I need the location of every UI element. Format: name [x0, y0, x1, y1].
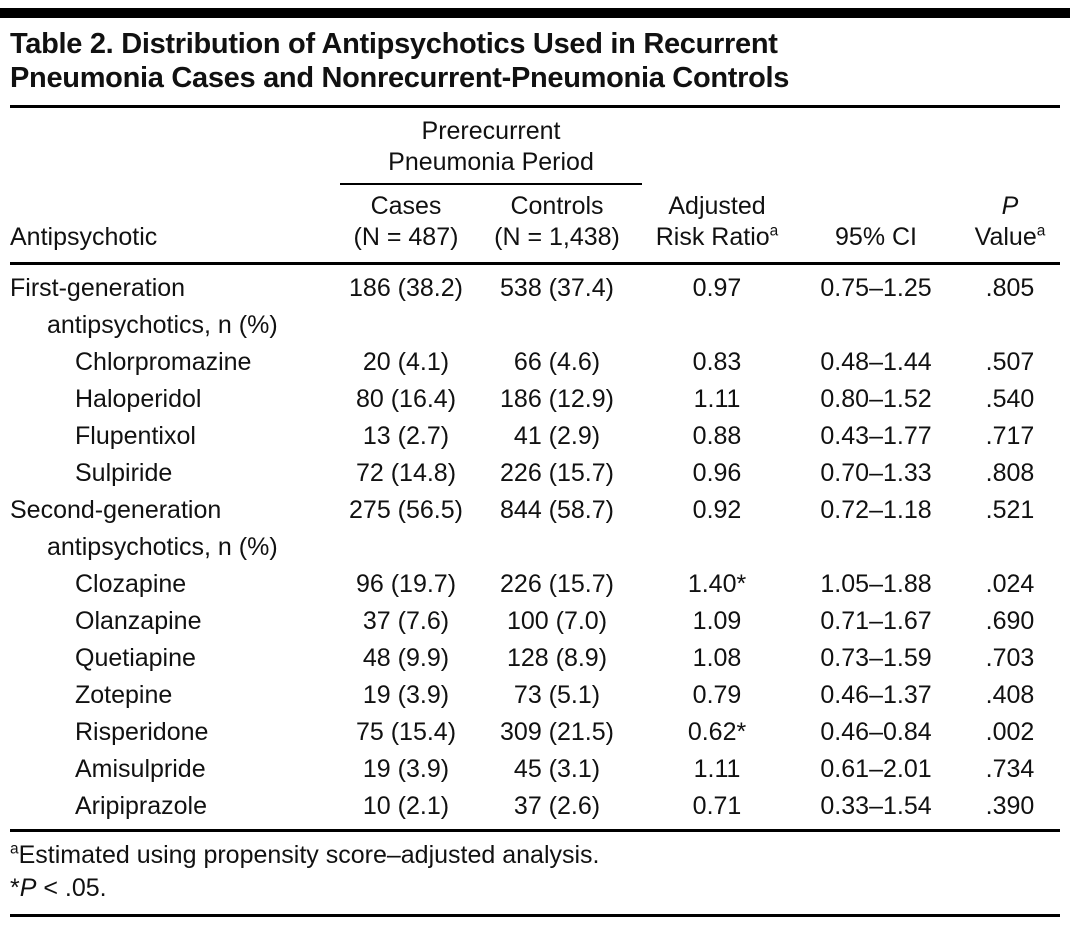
ci-cell: 0.75–1.25 [820, 274, 932, 302]
risk-ratio-cell: 1.11 [693, 755, 741, 783]
p-header-line2: Value [974, 223, 1037, 251]
row-label: Chlorpromazine [75, 348, 252, 376]
footnote-significance [10, 872, 1060, 905]
footnote-star-marker: * [10, 874, 20, 902]
top-rule [0, 8, 1070, 18]
cases-cell: 48 (9.9) [362, 644, 450, 672]
p-header-superscript: a [1036, 222, 1046, 240]
controls-cell: 45 (3.1) [513, 755, 601, 783]
arr-header-superscript: a [769, 222, 779, 240]
risk-ratio-cell: 1.11 [693, 385, 741, 413]
table-title-line2: Pneumonia Cases and Nonrecurrent-Pneumonia Controls [10, 62, 790, 94]
spanner-empty-left [10, 108, 340, 184]
table-row-aripiprazole [10, 788, 1060, 831]
controls-cell: 226 (15.7) [500, 570, 614, 598]
table-row-zotepine [10, 677, 1060, 714]
ci-cell: 0.71–1.67 [820, 607, 932, 635]
ci-cell: 0.73–1.59 [820, 644, 932, 672]
cases-header-line2: (N = 487) [353, 223, 459, 251]
col-header-controls [472, 184, 642, 264]
p-value-cell: .390 [960, 788, 1060, 831]
footnotes [10, 832, 1060, 917]
table-row-olanzapine [10, 603, 1060, 640]
ci-cell: 0.61–2.01 [820, 755, 932, 783]
p-value-cell: .002 [985, 718, 1035, 746]
table-title [10, 18, 1060, 108]
controls-cell: 128 (8.9) [506, 644, 608, 672]
risk-ratio-cell: 0.96 [692, 459, 742, 487]
risk-ratio-cell: 0.88 [692, 422, 742, 450]
table-row-clozapine [10, 566, 1060, 603]
cases-cell: 72 (14.8) [355, 459, 457, 487]
spanner-line2: Pneumonia Period [388, 148, 594, 176]
controls-cell: 186 (12.9) [500, 385, 614, 413]
column-header-row [10, 184, 1060, 264]
row-label: Zotepine [75, 681, 173, 709]
footnote-propensity [10, 839, 1060, 872]
p-value-cell: .734 [985, 755, 1035, 783]
row-label: First-generation antipsychotics, n (%) [10, 274, 278, 339]
cases-cell: 19 (3.9) [362, 681, 450, 709]
risk-ratio-cell: 0.79 [692, 681, 742, 709]
footnote-star-text: < .05. [36, 874, 107, 902]
col-header-p-value [960, 184, 1060, 264]
p-value-cell: .540 [985, 385, 1035, 413]
ci-cell: 0.70–1.33 [820, 459, 932, 487]
cases-cell: 186 (38.2) [349, 274, 463, 302]
cases-cell: 96 (19.7) [355, 570, 457, 598]
table-row-chlorpromazine [10, 344, 1060, 381]
row-label: Quetiapine [75, 644, 196, 672]
ci-cell: 1.05–1.88 [820, 570, 932, 598]
risk-ratio-cell: 1.09 [692, 607, 742, 635]
row-label: Second-generation antipsychotics, n (%) [10, 496, 278, 561]
row-label: Aripiprazole [10, 788, 340, 831]
row-label: Risperidone [75, 718, 209, 746]
cases-cell: 19 (3.9) [362, 755, 450, 783]
footnote-star-p: P [19, 874, 37, 902]
p-value-cell: .408 [985, 681, 1035, 709]
table-row-risperidone [10, 714, 1060, 751]
col-header-adjusted-risk-ratio [642, 184, 792, 264]
footnote-a-text: Estimated using propensity score–adjusted analysis. [18, 841, 600, 869]
controls-cell: 37 (2.6) [472, 788, 642, 831]
cases-cell: 80 (16.4) [355, 385, 457, 413]
spanner-row [10, 108, 1060, 184]
spanner-empty-right [642, 108, 1060, 184]
antipsychotics-table [10, 108, 1060, 832]
table-row-first-generation [10, 264, 1060, 345]
ci-cell: 0.33–1.54 [792, 788, 960, 831]
table-row-quetiapine [10, 640, 1060, 677]
risk-ratio-cell: 0.92 [692, 496, 742, 524]
ci-cell: 0.46–0.84 [820, 718, 932, 746]
controls-cell: 844 (58.7) [500, 496, 614, 524]
journal-table-figure [0, 8, 1070, 917]
row-label: Clozapine [75, 570, 187, 598]
risk-ratio-cell: 0.62* [687, 718, 747, 746]
controls-header-line2: (N = 1,438) [494, 223, 620, 251]
col-header-antipsychotic: Antipsychotic [10, 184, 340, 264]
p-header-line1: P [1001, 192, 1019, 220]
p-value-cell: .690 [985, 607, 1035, 635]
cases-header-line1: Cases [370, 192, 442, 220]
cases-cell: 75 (15.4) [355, 718, 457, 746]
p-value-cell: .521 [985, 496, 1035, 524]
p-value-cell: .703 [985, 644, 1035, 672]
p-value-cell: .024 [985, 570, 1035, 598]
cases-cell: 275 (56.5) [349, 496, 463, 524]
row-label: Haloperidol [75, 385, 202, 413]
cases-cell: 10 (2.1) [340, 788, 472, 831]
footnote-a-marker: a [10, 840, 19, 858]
cases-cell: 20 (4.1) [362, 348, 450, 376]
table-row-second-generation [10, 492, 1060, 566]
col-header-95-ci: 95% CI [792, 184, 960, 264]
cases-cell: 13 (2.7) [362, 422, 450, 450]
risk-ratio-cell: 0.71 [642, 788, 792, 831]
controls-cell: 538 (37.4) [500, 274, 614, 302]
row-label: Amisulpride [75, 755, 206, 783]
table-row-haloperidol [10, 381, 1060, 418]
ci-cell: 0.46–1.37 [820, 681, 932, 709]
arr-header-line2: Risk Ratio [655, 223, 770, 251]
risk-ratio-cell: 1.40* [687, 570, 747, 598]
risk-ratio-cell: 0.83 [692, 348, 742, 376]
table-title-line1: Table 2. Distribution of Antipsychotics Used in Recurrent [10, 28, 778, 60]
ci-cell: 0.48–1.44 [820, 348, 932, 376]
table-content [0, 18, 1070, 917]
row-label: Flupentixol [75, 422, 196, 450]
controls-cell: 226 (15.7) [500, 459, 614, 487]
cases-cell: 37 (7.6) [362, 607, 450, 635]
col-header-cases [340, 184, 472, 264]
spanner-header-prerecurrent-pneumonia-period [340, 108, 642, 184]
risk-ratio-cell: 1.08 [692, 644, 742, 672]
p-value-cell: .808 [985, 459, 1035, 487]
p-value-cell: .507 [985, 348, 1035, 376]
controls-header-line1: Controls [510, 192, 604, 220]
row-label: Sulpiride [75, 459, 173, 487]
table-row-sulpiride [10, 455, 1060, 492]
p-value-cell: .717 [985, 422, 1035, 450]
controls-cell: 66 (4.6) [513, 348, 601, 376]
p-value-cell: .805 [985, 274, 1035, 302]
table-row-amisulpride [10, 751, 1060, 788]
controls-cell: 41 (2.9) [513, 422, 601, 450]
controls-cell: 100 (7.0) [506, 607, 608, 635]
controls-cell: 309 (21.5) [500, 718, 614, 746]
risk-ratio-cell: 0.97 [692, 274, 742, 302]
ci-cell: 0.43–1.77 [820, 422, 932, 450]
ci-cell: 0.72–1.18 [820, 496, 932, 524]
row-label: Olanzapine [75, 607, 202, 635]
arr-header-line1: Adjusted [668, 192, 766, 220]
controls-cell: 73 (5.1) [513, 681, 601, 709]
ci-cell: 0.80–1.52 [820, 385, 932, 413]
spanner-line1: Prerecurrent [421, 117, 561, 145]
table-row-flupentixol [10, 418, 1060, 455]
